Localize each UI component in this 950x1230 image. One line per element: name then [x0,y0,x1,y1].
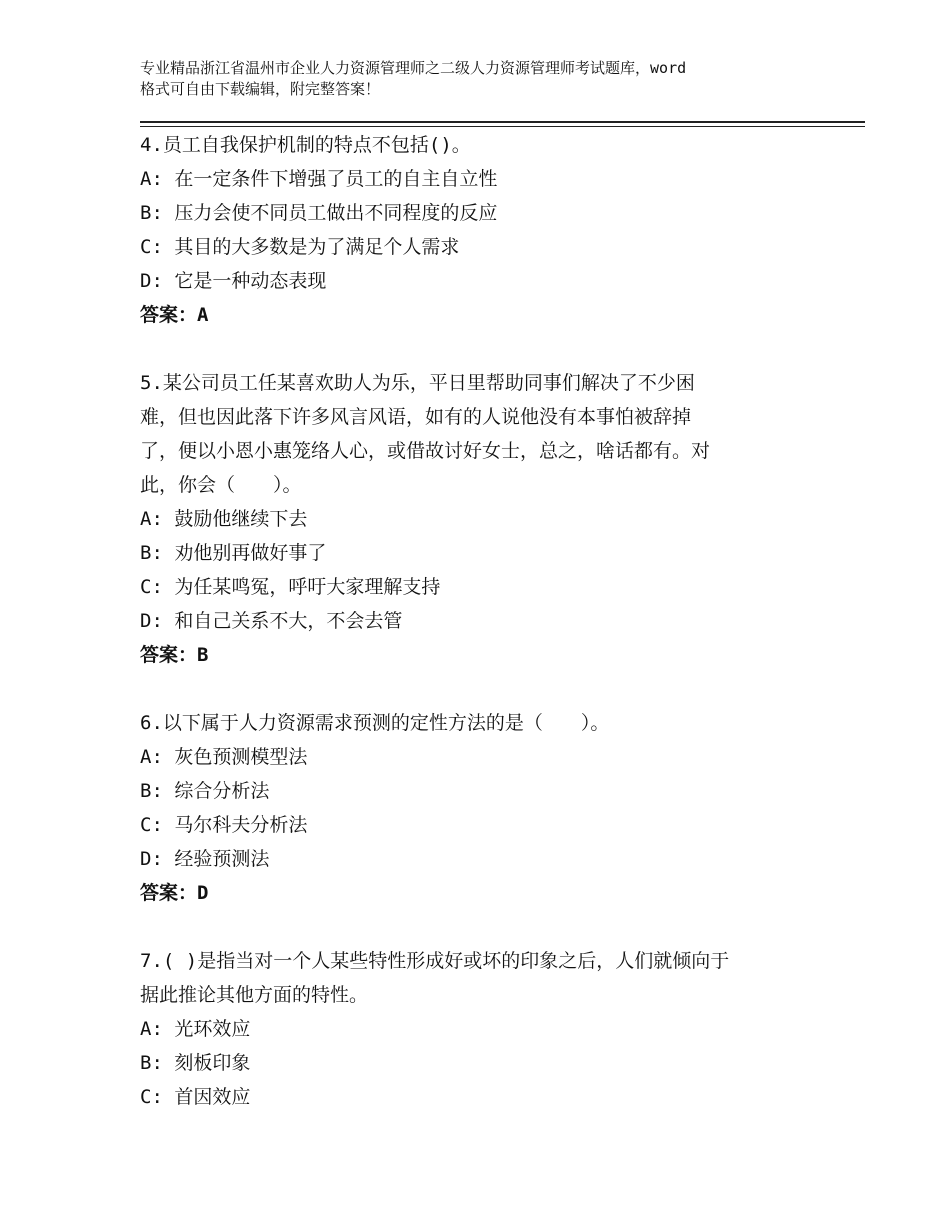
option-c: C: 首因效应 [140,1086,251,1108]
question-stem-line: 5.某公司员工任某喜欢助人为乐，平日里帮助同事们解决了不少困 [140,372,695,394]
header-divider [140,121,865,123]
answer-label: 答案：B [140,644,209,666]
question-item [140,366,820,672]
question-item [140,706,820,910]
option-a: A: 鼓励他继续下去 [140,508,308,530]
option-c: C: 其目的大多数是为了满足个人需求 [140,236,460,258]
header-line: 专业精品浙江省温州市企业人力资源管理师之二级人力资源管理师考试题库，word [140,59,687,77]
option-b: B: 刻板印象 [140,1052,251,1074]
option-a: A: 光环效应 [140,1018,251,1040]
question-stem-line: 据此推论其他方面的特性。 [140,984,369,1006]
option-a: A: 在一定条件下增强了员工的自主自立性 [140,168,498,190]
option-d: D: 它是一种动态表现 [140,270,327,292]
question-spacer [140,910,820,944]
answer-label: 答案：A [140,304,209,326]
option-a: A: 灰色预测模型法 [140,746,308,768]
header-divider-thin [140,126,865,127]
option-b: B: 劝他别再做好事了 [140,542,327,564]
question-stem: 4.员工自我保护机制的特点不包括()。 [140,134,471,156]
header-line: 格式可自由下载编辑，附完整答案！ [140,80,381,98]
question-stem-line: 7.( )是指当对一个人某些特性形成好或坏的印象之后，人们就倾向于 [140,950,730,972]
question-stem-line: 了，便以小恩小惠笼络人心，或借故讨好女士，总之，啥话都有。对 [140,440,711,462]
option-b: B: 压力会使不同员工做出不同程度的反应 [140,202,498,224]
question-spacer [140,332,820,366]
option-d: D: 经验预测法 [140,848,270,870]
question-stem: 6.以下属于人力资源需求预测的定性方法的是（ ）。 [140,712,610,734]
option-b: B: 综合分析法 [140,780,270,802]
option-d: D: 和自己关系不大，不会去管 [140,610,403,632]
document-header [140,58,830,100]
option-c: C: 马尔科夫分析法 [140,814,308,836]
question-spacer [140,672,820,706]
question-stem-line: 此，你会（ ）。 [140,474,302,496]
question-item [140,944,820,1114]
answer-label: 答案：D [140,882,209,904]
question-item [140,128,820,332]
question-stem-line: 难，但也因此落下许多风言风语，如有的人说他没有本事怕被辞掉 [140,406,692,428]
option-c: C: 为任某鸣冤，呼吁大家理解支持 [140,576,441,598]
question-list [140,128,820,1114]
